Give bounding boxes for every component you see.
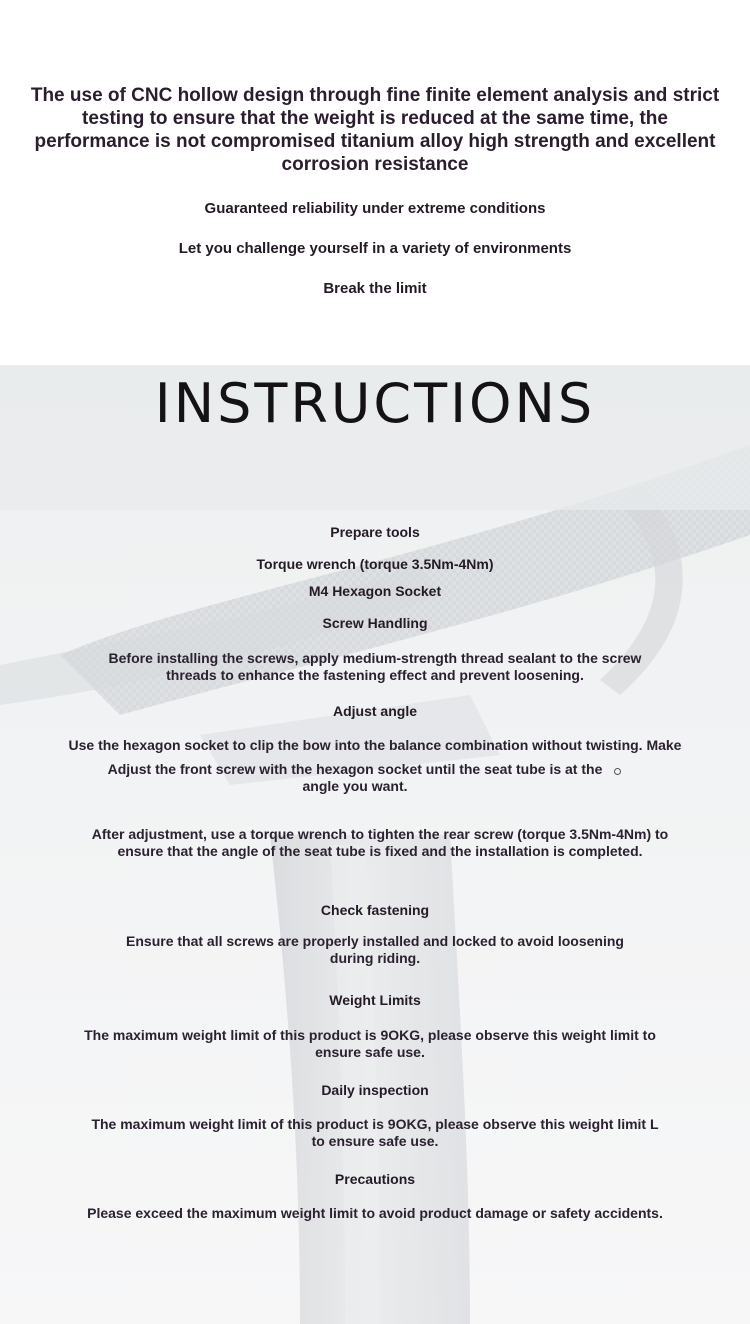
instructions-title: INSTRUCTIONS [154, 372, 596, 435]
tagline-break-limit: Break the limit [323, 280, 427, 297]
heading-check-fastening: Check fastening [320, 902, 430, 918]
heading-prepare-tools: Prepare tools [330, 524, 420, 540]
check-fastening-text: Ensure that all screws are properly installed and locked to avoid loosening during riding. [126, 933, 624, 966]
intro-section [0, 0, 750, 365]
tool-torque-wrench: Torque wrench (torque 3.5Nm-4Nm) [256, 556, 494, 572]
adjust-angle-text-3: After adjustment, use a torque wrench to tighten the rear screw (torque 3.5Nm-4Nm) to ensure that the angle of the seat tube is fixed and the installation is completed. [91, 826, 669, 859]
heading-precautions: Precautions [334, 1171, 416, 1187]
tagline-reliability: Guaranteed reliability under extreme conditions [204, 200, 546, 217]
adjust-angle-text-1: Use the hexagon socket to clip the bow into the balance combination without twisting. Make [68, 737, 682, 753]
heading-weight-limits: Weight Limits [329, 992, 421, 1008]
tool-hexagon-socket: M4 Hexagon Socket [308, 583, 442, 599]
daily-inspection-text: The maximum weight limit of this product is 9OKG, please observe this weight limit L to ensure safe use. [91, 1116, 659, 1149]
heading-daily-inspection: Daily inspection [321, 1082, 429, 1098]
stray-dot [614, 768, 621, 775]
tagline-challenge: Let you challenge yourself in a variety of environments [178, 240, 572, 257]
intro-paragraph: The use of CNC hollow design through fine finite element analysis and strict testing to ensure that the weight is reduced at the same time, the performance is not compromised titanium alloy high strength and excellent corrosion resistance [30, 85, 720, 175]
weight-limits-text: The maximum weight limit of this product is 9OKG, please observe this weight limit to ensure safe use. [84, 1027, 656, 1060]
heading-screw-handling: Screw Handling [322, 615, 428, 631]
adjust-angle-text-2: Adjust the front screw with the hexagon socket until the seat tube is at the angle you want. [107, 761, 603, 794]
precautions-text: Please exceed the maximum weight limit to avoid product damage or safety accidents. [87, 1205, 663, 1221]
screw-handling-text: Before installing the screws, apply medium-strength thread sealant to the screw threads to enhance the fastening effect and prevent loosening. [108, 650, 642, 683]
heading-adjust-angle: Adjust angle [332, 703, 417, 719]
